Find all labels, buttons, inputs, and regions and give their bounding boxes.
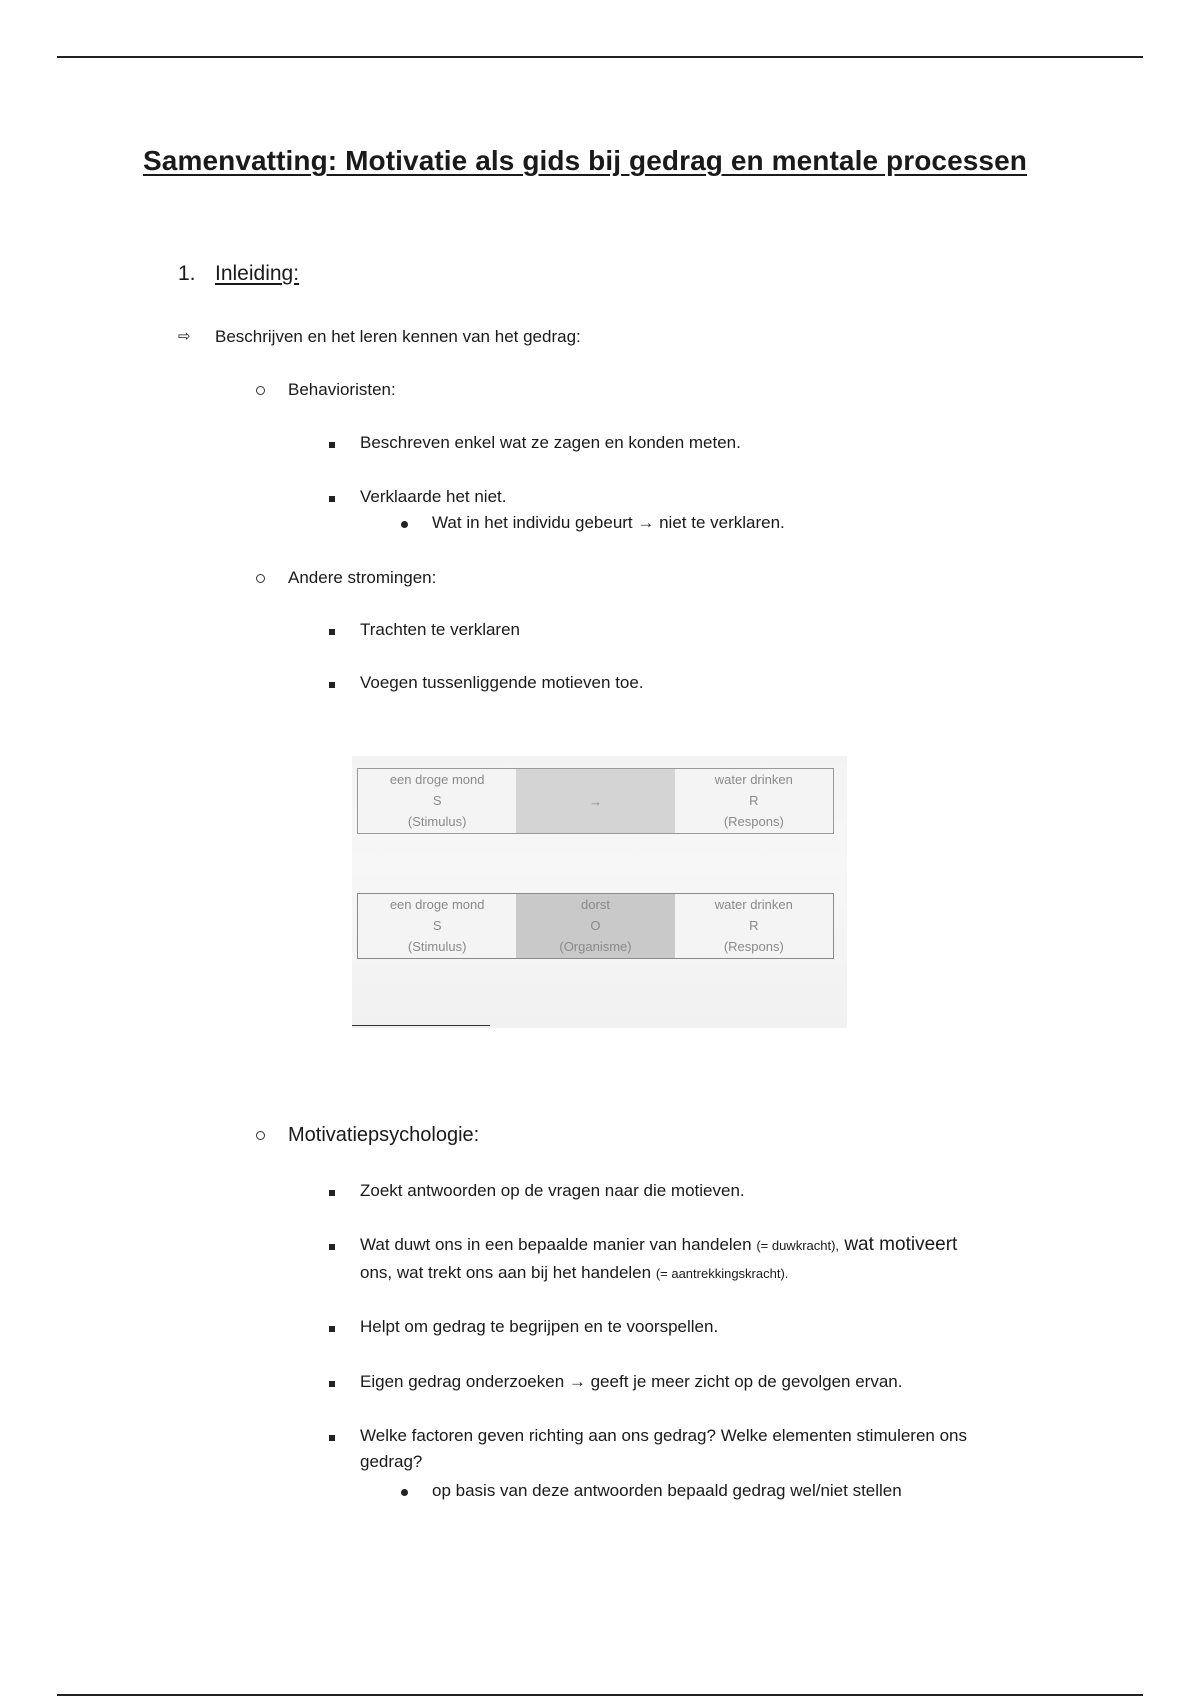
list-item-text: Welke factoren geven richting aan ons gedrag? Welke elementen stimuleren ons [360, 1426, 968, 1445]
square-bullet-icon [324, 670, 340, 696]
cell-text: (Stimulus) [407, 939, 467, 954]
square-bullet-icon [324, 1369, 340, 1395]
response-cell [675, 894, 833, 958]
list-item-text [360, 1232, 957, 1259]
organism-cell [516, 894, 674, 958]
cell-text: een droge mond [389, 897, 485, 912]
text-part-small: (= duwkracht), [756, 1238, 840, 1253]
square-bullet-icon [324, 430, 340, 456]
list-item-text: Beschreven enkel wat ze zagen en konden meten. [360, 433, 741, 452]
top-rule [57, 56, 1143, 58]
cell-text: (Respons) [723, 939, 784, 954]
cell-text: R [749, 793, 759, 808]
response-cell [675, 769, 833, 833]
text-part: Wat duwt ons in een bepaalde manier van handelen [360, 1235, 757, 1254]
section-number: 1. [178, 262, 196, 285]
page-title: Samenvatting: Motivatie als gids bij gedrag en mentale processen [143, 145, 1027, 176]
list-item-text: Voegen tussenliggende motieven toe. [360, 673, 644, 692]
list-item-text: Eigen gedrag onderzoeken → geeft je meer zicht op de gevolgen ervan. [360, 1372, 903, 1391]
text-part-small: (= aantrekkingskracht). [655, 1266, 789, 1281]
list-item-text: Trachten te verklaren [360, 620, 520, 639]
arrow-bullet-icon: ⇨ [178, 328, 191, 345]
sr-diagram [357, 768, 834, 834]
sor-diagram [357, 893, 834, 959]
cell-text: (Respons) [723, 814, 784, 829]
cell-text: dorst [581, 897, 610, 912]
behavioristen-heading: Behavioristen: [288, 380, 396, 399]
cell-text: een droge mond [389, 772, 485, 787]
cell-text: (Stimulus) [407, 814, 467, 829]
square-bullet-icon [324, 617, 340, 643]
circle-bullet-icon [252, 1122, 268, 1148]
cell-text: water drinken [714, 772, 793, 787]
cell-text: O [590, 918, 601, 933]
motivatie-heading: Motivatiepsychologie: [288, 1124, 480, 1146]
cell-text: (Organisme) [559, 939, 632, 954]
arrow-cell [516, 769, 674, 833]
sub-list-item-text: op basis van deze antwoorden bepaald gedrag wel/niet stellen [432, 1481, 902, 1500]
square-bullet-icon [324, 1232, 340, 1258]
list-item-text: Verklaarde het niet. [360, 487, 507, 506]
circle-bullet-icon [252, 377, 268, 403]
list-item-continuation [360, 1260, 788, 1287]
dot-bullet-icon [396, 1478, 412, 1504]
circle-bullet-icon [252, 565, 268, 591]
list-item-text: Helpt om gedrag te begrijpen en te voorspellen. [360, 1317, 719, 1336]
list-item-text: Zoekt antwoorden op de vragen naar die motieven. [360, 1181, 745, 1200]
square-bullet-icon [324, 1314, 340, 1340]
sub-list-item-text: Wat in het individu gebeurt → niet te verklaren. [432, 513, 785, 532]
text-part-large: wat motiveert [839, 1234, 958, 1255]
section-label: Inleiding: [215, 262, 300, 285]
sr-diagram-figure [352, 756, 847, 1028]
stimulus-cell [358, 894, 516, 958]
cell-text: S [432, 918, 442, 933]
bottom-rule [57, 1694, 1143, 1696]
figure-underline [352, 1025, 490, 1026]
section-heading [178, 262, 299, 286]
cell-text: water drinken [714, 897, 793, 912]
stimulus-cell [358, 769, 516, 833]
cell-text: S [432, 793, 442, 808]
square-bullet-icon [324, 1178, 340, 1204]
arrow-right-icon: → [588, 793, 602, 809]
dot-bullet-icon [396, 510, 412, 536]
list-item-continuation: gedrag? [360, 1452, 423, 1471]
square-bullet-icon [324, 484, 340, 510]
square-bullet-icon [324, 1423, 340, 1449]
andere-heading: Andere stromingen: [288, 568, 437, 587]
text-part: ons, wat trekt ons aan bij het handelen [360, 1263, 656, 1282]
cell-text: R [749, 918, 759, 933]
intro-text: Beschrijven en het leren kennen van het gedrag: [215, 327, 581, 346]
